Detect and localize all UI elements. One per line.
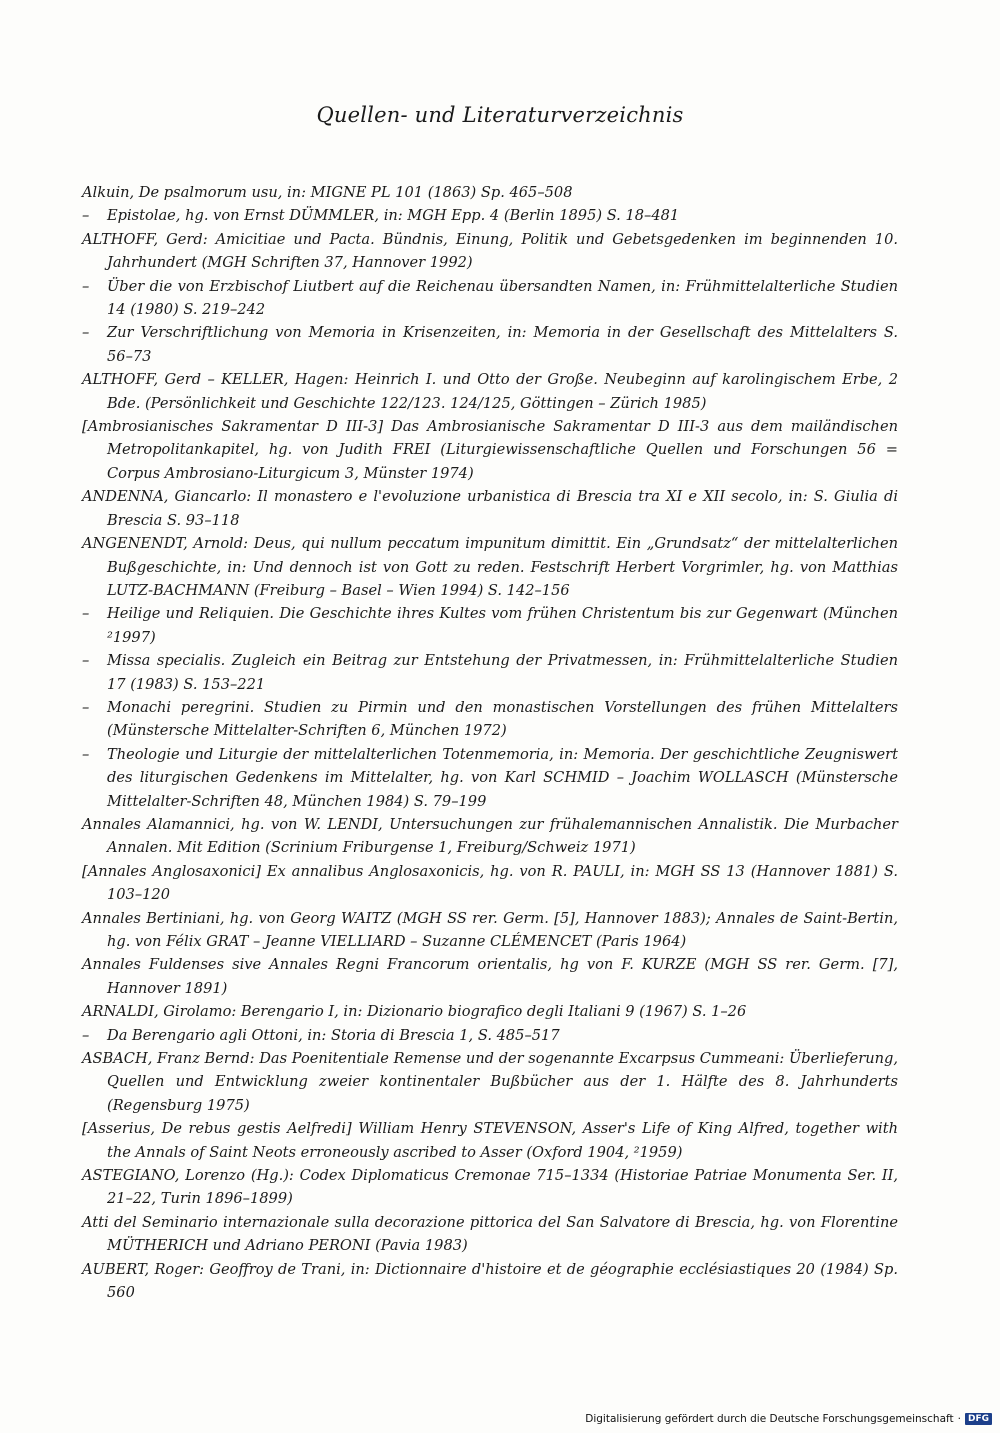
bibliography-list [82, 181, 898, 1305]
entry-text: Atti del Seminario internazionale sulla decorazione pittorica del San Salvatore di Brescia, hg. von Florentine MÜTHERICH und Adriano PERONI (Pavia 1983) [82, 1213, 898, 1255]
entry-text: Annales Fuldenses sive Annales Regni Francorum orientalis, hg von F. KURZE (MGH SS rer. Germ. [7], Hannover 1891) [82, 956, 898, 997]
bibliography-entry [82, 696, 898, 743]
bibliography-entry [82, 204, 898, 227]
bibliography-entry [82, 602, 898, 649]
entry-text: [Asserius, De rebus gestis Aelfredi] William Henry STEVENSON, Asser's Life of King Alfred, together with the Annals of Saint Neots erroneously ascribed to Asser (Oxford 1904, ²1959) [82, 1120, 898, 1161]
continuation-dash: – [82, 277, 90, 295]
continuation-dash: – [82, 207, 90, 225]
entry-text: Epistolae, hg. von Ernst DÜMMLER, in: MGH Epp. 4 (Berlin 1895) S. 18–481 [107, 207, 680, 225]
continuation-dash: – [82, 605, 90, 623]
entry-text: ALTHOFF, Gerd – KELLER, Hagen: Heinrich I. und Otto der Große. Neubeginn auf karolingischem Erbe, 2 Bde. (Persönlichkeit und Geschichte 122/123. 124/125, Göttingen – Zürich 1985) [82, 371, 898, 412]
bibliography-entry [82, 649, 898, 696]
continuation-dash: – [82, 745, 90, 763]
entry-text: ARNALDI, Girolamo: Berengario I, in: Dizionario biografico degli Italiani 9 (1967) S. 1–26 [82, 1003, 747, 1021]
bibliography-entry [82, 485, 898, 532]
bibliography-entry [82, 743, 898, 813]
bibliography-entry [82, 368, 898, 415]
entry-text: Heilige und Reliquien. Die Geschichte ihres Kultes vom frühen Christentum bis zur Gegenwart (München ²1997) [107, 605, 898, 646]
bibliography-entry [82, 1047, 898, 1117]
bibliography-entry [82, 1117, 898, 1164]
entry-text: Annales Alamannici, hg. von W. LENDI, Untersuchungen zur frühalemannischen Annalistik. Die Murbacher Annalen. Mit Edition (Scrinium Friburgense 1, Freiburg/Schweiz 1971) [82, 815, 898, 857]
bibliography-entry [82, 321, 898, 368]
bibliography-entry [82, 1164, 898, 1211]
entry-text: AUBERT, Roger: Geoffroy de Trani, in: Dictionnaire d'histoire et de géographie ecclésiastiques 20 (1984) Sp. 560 [82, 1260, 898, 1302]
footer-text: Digitalisierung gefördert durch die Deutsche Forschungsgemeinschaft [585, 1413, 954, 1425]
bibliography-entry [82, 532, 898, 602]
continuation-dash: – [82, 652, 90, 670]
entry-text: Da Berengario agli Ottoni, in: Storia di Brescia 1, S. 485–517 [107, 1026, 560, 1044]
entry-text: Monachi peregrini. Studien zu Pirmin und den monastischen Vorstellungen des frühen Mittelalters (Münstersche Mittelalter-Schriften 6, München 1972) [107, 698, 898, 740]
entry-text: Theologie und Liturgie der mittelalterlichen Totenmemoria, in: Memoria. Der geschichtliche Zeugniswert des liturgischen Gedenkens im Mittelalter, hg. von Karl SCHMID – Joachim WOLLASCH (Münstersche Mittelalter-Schriften 48, München 1984) S. 79–199 [107, 745, 898, 810]
bibliography-entry [82, 953, 898, 1000]
entry-text: Annales Bertiniani, hg. von Georg WAITZ (MGH SS rer. Germ. [5], Hannover 1883); Annales de Saint-Bertin, hg. von Félix GRAT – Jeanne VIELLIARD – Suzanne CLÉMENCET (Paris 1964) [82, 909, 898, 950]
entry-text: ANGENENDT, Arnold: Deus, qui nullum peccatum impunitum dimittit. Ein „Grundsatz“ der mittelalterlichen Bußgeschichte, in: Und dennoch ist von Gott zu reden. Festschrift Herbert Vorgrimler, hg. von Matthias LUTZ-BACHMANN (Freiburg – Basel – Wien 1994) S. 142–156 [82, 535, 898, 599]
bibliography-entry [82, 275, 898, 322]
bibliography-entry [82, 181, 898, 204]
entry-text: ALTHOFF, Gerd: Amicitiae und Pacta. Bündnis, Einung, Politik und Gebetsgedenken im beginnenden 10. Jahrhundert (MGH Schriften 37, Hannover 1992) [82, 230, 898, 272]
bibliography-entry [82, 415, 898, 485]
bibliography-entry [82, 1211, 898, 1258]
bibliography-entry [82, 1024, 898, 1047]
bibliography-entry [82, 907, 898, 954]
entry-text: Missa specialis. Zugleich ein Beitrag zur Entstehung der Privatmessen, in: Frühmittelalterliche Studien 17 (1983) S. 153–221 [107, 652, 898, 693]
entry-text: ASTEGIANO, Lorenzo (Hg.): Codex Diplomaticus Cremonae 715–1334 (Historiae Patriae Monumenta Ser. II, 21–22, Turin 1896–1899) [82, 1167, 898, 1208]
page-title: Quellen- und Literaturverzeichnis [316, 103, 684, 127]
footer: Digitalisierung gefördert durch die Deutsche Forschungsgemeinschaft · DFG [585, 1413, 992, 1425]
entry-text: Über die von Erzbischof Liutbert auf die Reichenau übersandten Namen, in: Frühmittelalterliche Studien 14 (1980) S. 219–242 [107, 277, 898, 319]
entry-text: Alkuin, De psalmorum usu, in: MIGNE PL 101 (1863) Sp. 465–508 [82, 184, 573, 201]
bibliography-entry [82, 1258, 898, 1305]
bibliography-entry [82, 1000, 898, 1023]
bibliography-entry [82, 228, 898, 275]
continuation-dash: – [82, 324, 90, 342]
continuation-dash: – [82, 1026, 90, 1044]
continuation-dash: – [82, 698, 90, 716]
entry-text: ANDENNA, Giancarlo: Il monastero e l'evoluzione urbanistica di Brescia tra XI e XII secolo, in: S. Giulia di Brescia S. 93–118 [82, 488, 898, 529]
bibliography-entry [82, 813, 898, 860]
bibliography-entry [82, 860, 898, 907]
entry-text: Zur Verschriftlichung von Memoria in Krisenzeiten, in: Memoria in der Gesellschaft des Mittelalters S. 56–73 [107, 324, 898, 365]
entry-text: ASBACH, Franz Bernd: Das Poenitentiale Remense und der sogenannte Excarpsus Cummeani: Überlieferung, Quellen und Entwicklung zweier kontinentaler Bußbücher aus der 1. Hälfte des 8. Jahrhunderts (Regensburg 1975) [82, 1050, 898, 1114]
entry-text: [Annales Anglosaxonici] Ex annalibus Anglosaxonicis, hg. von R. PAULI, in: MGH SS 13 (Hannover 1881) S. 103–120 [82, 862, 898, 904]
entry-text: [Ambrosianisches Sakramentar D III-3] Das Ambrosianische Sakramentar D III-3 aus dem mailändischen Metropolitankapitel, hg. von Judith FREI (Liturgiewissenschaftliche Quellen und Forschungen 56 = Corpus Ambrosiano-Liturgicum 3, Münster 1974) [82, 418, 898, 482]
dfg-logo: DFG [965, 1413, 992, 1425]
